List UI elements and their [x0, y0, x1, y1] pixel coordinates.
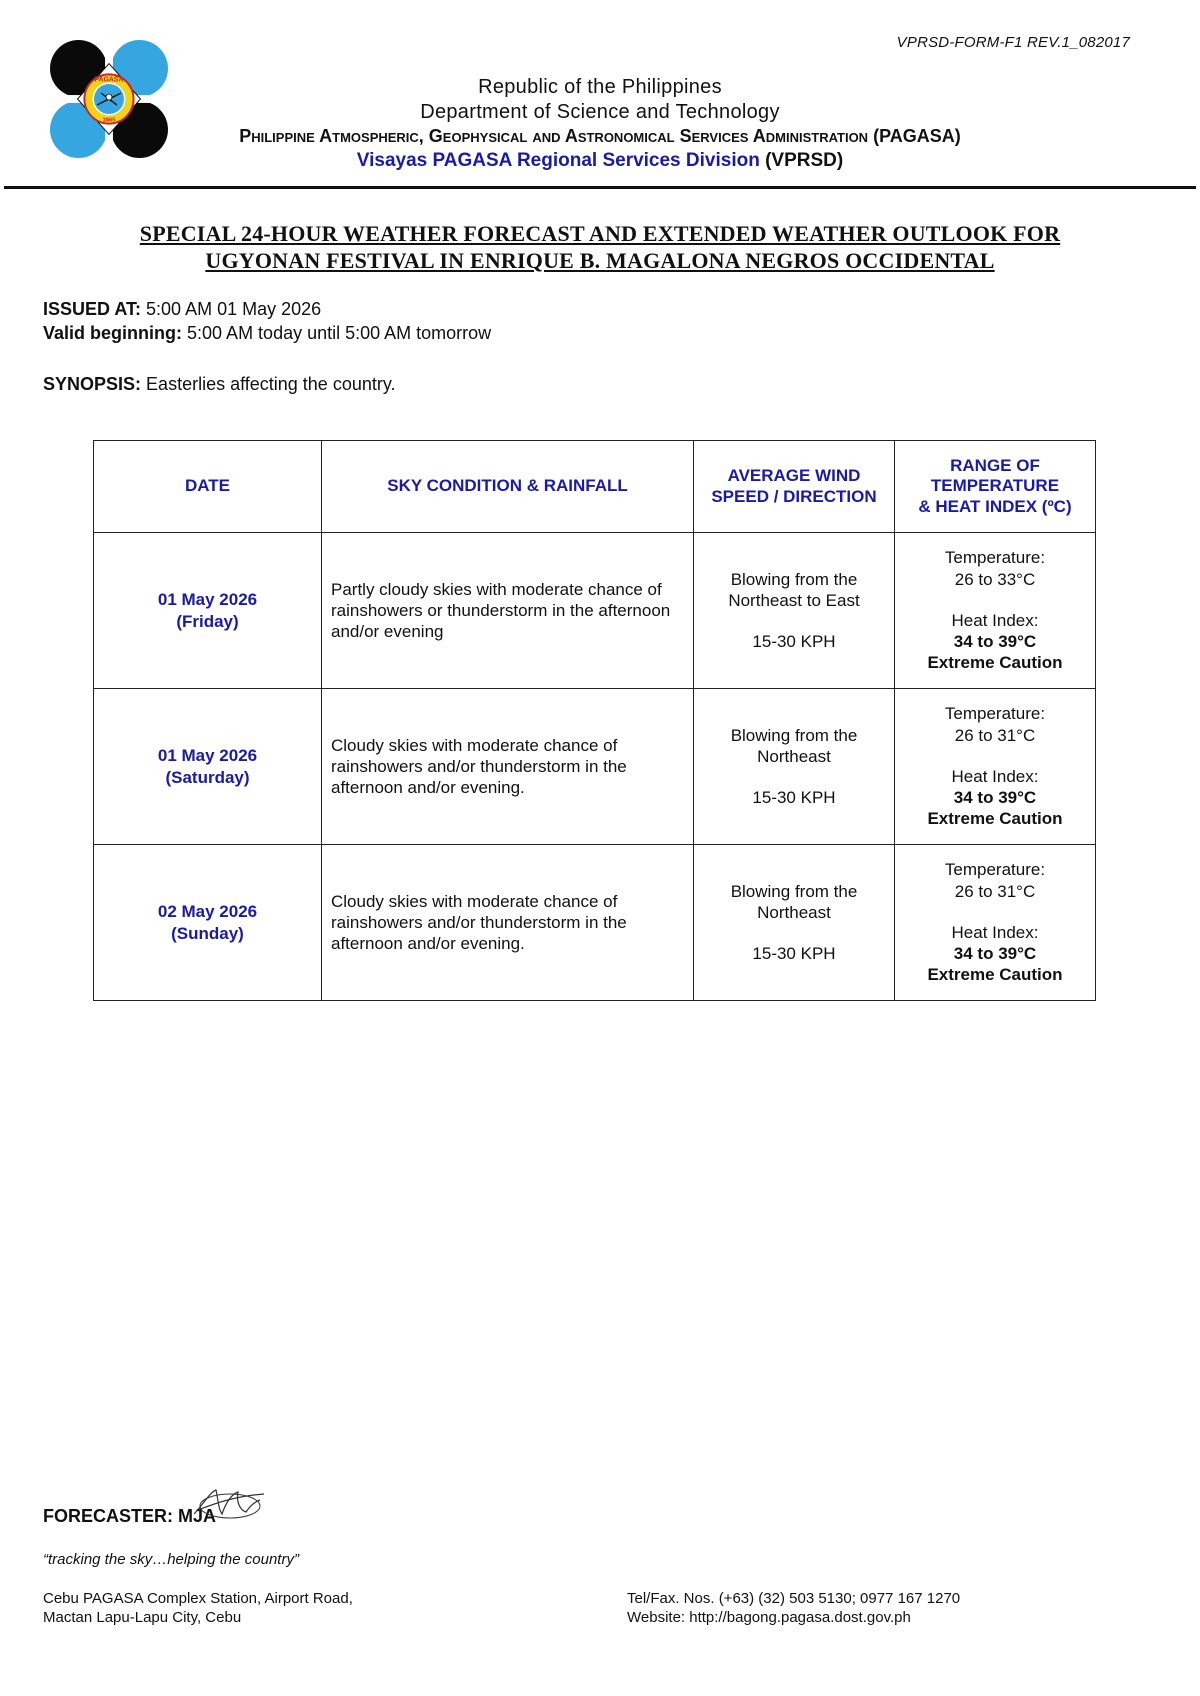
header-wind-line-2: SPEED / DIRECTION — [711, 486, 877, 506]
temp-range: 26 to 31°C — [954, 725, 1036, 745]
heat-caution: Extreme Caution — [927, 653, 1063, 673]
footer-address — [43, 1589, 353, 1627]
cell-sky: Cloudy skies with moderate chance of rainshowers and/or thunderstorm in the afternoon and/or evening. — [322, 845, 694, 1001]
address-line-2: Mactan Lapu-Lapu City, Cebu — [43, 1609, 242, 1626]
footer-website: Website: http://bagong.pagasa.dost.gov.ph — [627, 1609, 911, 1626]
forecaster-signature — [188, 1484, 266, 1524]
cell-temperature — [895, 689, 1096, 845]
header-sky: SKY CONDITION & RAINFALL — [322, 441, 694, 533]
synopsis — [43, 374, 396, 395]
wind-direction-2: Northeast to East — [728, 590, 860, 610]
cell-date — [94, 845, 322, 1001]
wind-speed: 15-30 KPH — [752, 632, 836, 652]
wind-direction-2: Northeast — [757, 746, 831, 766]
header-republic: Republic of the Philippines — [478, 76, 722, 98]
cell-sky: Cloudy skies with moderate chance of rainshowers and/or thunderstorm in the afternoon and/or evening. — [322, 689, 694, 845]
wind-direction-1: Blowing from the — [730, 569, 858, 589]
heat-index-label: Heat Index: — [951, 922, 1039, 942]
issued-at — [43, 299, 321, 320]
header-divider — [4, 186, 1196, 189]
header-temp-line-1: RANGE OF — [950, 455, 1040, 475]
heat-index-label: Heat Index: — [951, 610, 1039, 630]
row-date: 01 May 2026 — [157, 590, 258, 610]
cell-wind — [694, 845, 895, 1001]
address-line-1: Cebu PAGASA Complex Station, Airport Road, — [43, 1590, 353, 1607]
table-row — [94, 533, 1096, 689]
wind-direction-1: Blowing from the — [730, 725, 858, 745]
division-name: Visayas PAGASA Regional Services Division — [356, 150, 760, 171]
valid-label: Valid beginning: — [43, 323, 182, 343]
forecast-table — [93, 440, 1096, 1001]
tagline: “tracking the sky…helping the country” — [43, 1551, 299, 1568]
cell-temperature — [895, 845, 1096, 1001]
heat-index-range: 34 to 39°C — [953, 788, 1037, 808]
logo-text: PAGASA — [94, 76, 124, 84]
heat-caution: Extreme Caution — [927, 809, 1063, 829]
table-header-row — [94, 441, 1096, 533]
temp-label: Temperature: — [944, 860, 1046, 880]
header-division — [180, 150, 1020, 172]
temp-label: Temperature: — [944, 704, 1046, 724]
row-date: 01 May 2026 — [157, 746, 258, 766]
issued-value: 5:00 AM 01 May 2026 — [146, 299, 322, 319]
document-title-line-2: UGYONAN FESTIVAL IN ENRIQUE B. MAGALONA NEGROS OCCIDENTAL — [205, 248, 995, 273]
cell-date — [94, 689, 322, 845]
row-day: (Saturday) — [165, 767, 250, 787]
pagasa-logo — [50, 40, 168, 158]
forecaster-line: FORECASTER: MJA — [43, 1506, 217, 1526]
temp-label: Temperature: — [944, 548, 1046, 568]
cell-wind — [694, 533, 895, 689]
division-abbr: (VPRSD) — [765, 150, 844, 171]
cell-temperature — [895, 533, 1096, 689]
heat-index-range: 34 to 39°C — [953, 944, 1037, 964]
row-day: (Friday) — [176, 611, 239, 631]
temp-range: 26 to 31°C — [954, 881, 1036, 901]
cell-date — [94, 533, 322, 689]
form-code: VPRSD-FORM-F1 REV.1_082017 — [896, 34, 1130, 51]
cell-wind — [694, 689, 895, 845]
footer-contact — [627, 1589, 960, 1627]
synopsis-value: Easterlies affecting the country. — [146, 374, 396, 394]
header-temp-line-3: & HEAT INDEX (ºC) — [918, 496, 1072, 516]
document-title-line-1: SPECIAL 24-HOUR WEATHER FORECAST AND EXTENDED WEATHER OUTLOOK FOR — [139, 221, 1061, 246]
header-agency: Philippine Atmospheric, Geophysical and Astronomical Services Administration (PAGASA) — [239, 126, 961, 146]
row-day: (Sunday) — [171, 923, 244, 943]
wind-speed: 15-30 KPH — [752, 944, 836, 964]
header-date: DATE — [94, 441, 322, 533]
wind-direction-2: Northeast — [757, 902, 831, 922]
valid-value: 5:00 AM today until 5:00 AM tomorrow — [187, 323, 492, 343]
header-department: Department of Science and Technology — [420, 101, 780, 123]
valid-beginning — [43, 323, 491, 344]
temp-range: 26 to 33°C — [954, 569, 1036, 589]
cell-sky: Partly cloudy skies with moderate chance of rainshowers or thunderstorm in the afternoon and/or evening — [322, 533, 694, 689]
header-temp-line-2: TEMPERATURE — [930, 476, 1060, 496]
row-date: 02 May 2026 — [157, 902, 258, 922]
header-wind-line-1: AVERAGE WIND — [727, 466, 861, 486]
table-row — [94, 689, 1096, 845]
heat-index-label: Heat Index: — [951, 766, 1039, 786]
issued-label: ISSUED AT: — [43, 299, 142, 319]
logo-year: 1865 — [102, 117, 116, 124]
footer-telfax: Tel/Fax. Nos. (+63) (32) 503 5130; 0977 167 1270 — [627, 1590, 961, 1607]
wind-direction-1: Blowing from the — [730, 881, 858, 901]
header-wind — [694, 441, 895, 533]
heat-index-range: 34 to 39°C — [953, 632, 1037, 652]
wind-speed: 15-30 KPH — [752, 788, 836, 808]
header-temperature — [895, 441, 1096, 533]
table-row — [94, 845, 1096, 1001]
synopsis-label: SYNOPSIS: — [43, 374, 142, 394]
heat-caution: Extreme Caution — [927, 965, 1063, 985]
